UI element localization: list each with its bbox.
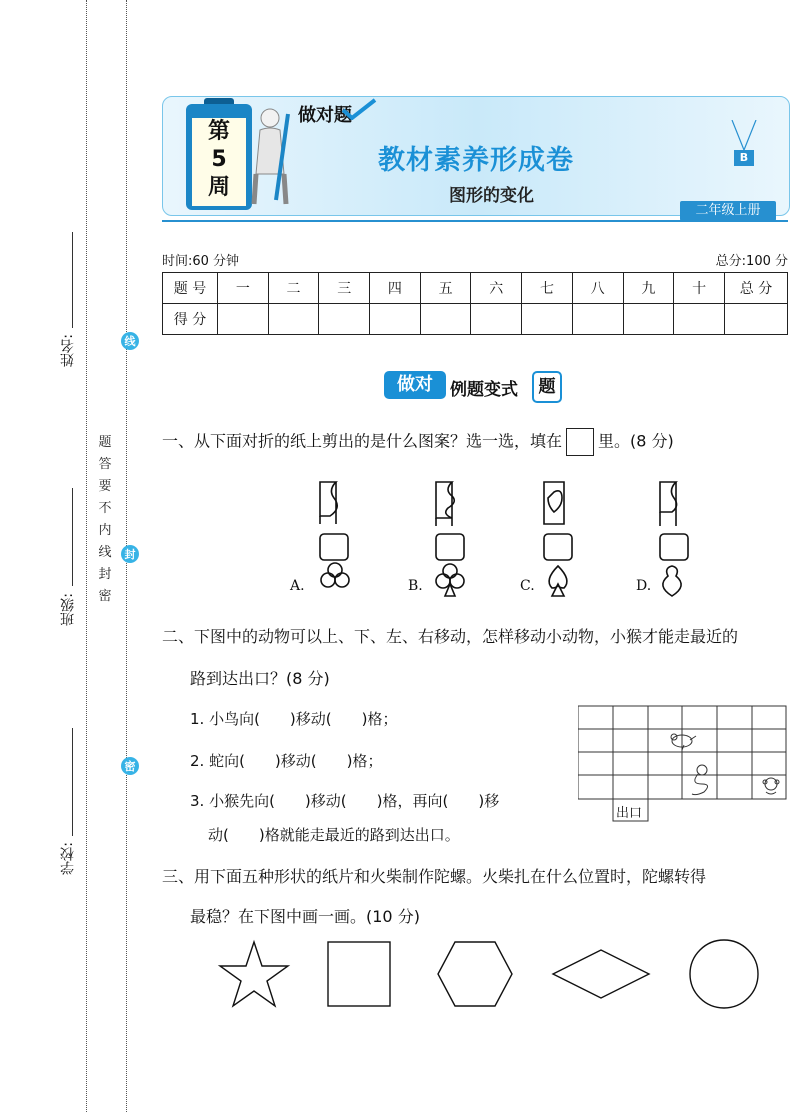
table-cell: 七 xyxy=(522,273,573,304)
question-1-score: 里。(8 分) xyxy=(598,431,674,451)
paper-subtitle: 图形的变化 xyxy=(449,186,534,206)
score-cell[interactable] xyxy=(623,304,674,335)
question-2-line1: 二、下图中的动物可以上、下、左、右移动，怎样移动小动物，小猴才能走最近的 xyxy=(162,627,739,646)
score-cell[interactable] xyxy=(319,304,370,335)
score-table-score-row xyxy=(163,304,788,335)
exit-label: 出口 xyxy=(616,806,643,821)
score-cell[interactable] xyxy=(268,304,319,335)
square-shape xyxy=(328,942,390,1006)
maze-grid xyxy=(578,704,788,824)
option-c-figure xyxy=(544,482,572,596)
hexagon-shape xyxy=(438,942,512,1006)
total-score: 总分:100 分 xyxy=(715,254,788,269)
no-answer-notice: 题 答 要 不 内 线 封 密 xyxy=(98,435,112,604)
grade-tag: 二年级上册 xyxy=(680,201,776,221)
checkmark-icon xyxy=(340,98,378,120)
table-cell: 一 xyxy=(218,273,269,304)
question-2-item-1[interactable]: 1. 小鸟向( )移动( )格； xyxy=(190,710,398,728)
section-logo-end: 题 xyxy=(532,371,562,403)
section-banner xyxy=(384,368,564,404)
score-cell[interactable] xyxy=(218,304,269,335)
table-cell: 六 xyxy=(471,273,522,304)
table-cell: 五 xyxy=(420,273,471,304)
mascot-figure-icon xyxy=(250,104,296,208)
rhombus-shape xyxy=(553,950,649,998)
circle-shape xyxy=(690,940,758,1008)
table-cell: 八 xyxy=(572,273,623,304)
score-table xyxy=(162,272,788,335)
seal-mi: 密 xyxy=(121,757,139,775)
score-cell[interactable] xyxy=(370,304,421,335)
school-label: 学校: xyxy=(60,842,76,875)
shape-cards xyxy=(210,936,770,1016)
seal-xian: 线 xyxy=(121,332,139,350)
answer-box[interactable] xyxy=(566,428,594,456)
week-badge: 第 5 周 xyxy=(192,118,246,206)
score-cell[interactable] xyxy=(725,304,788,335)
binding-dotted-line-outer xyxy=(86,0,87,1112)
section-logo-main: 做对 xyxy=(384,371,446,399)
question-2-item-3-cont[interactable]: 动( )格就能走最近的路到达出口。 xyxy=(208,826,460,844)
question-3-line1: 三、用下面五种形状的纸片和火柴制作陀螺。火柴扎在什么位置时，陀螺转得 xyxy=(162,867,707,886)
table-cell: 总 分 xyxy=(725,273,788,304)
hanging-string-icon xyxy=(728,120,760,152)
section-title: 例题变式 xyxy=(450,380,518,400)
question-1 xyxy=(162,428,674,456)
name-blank[interactable] xyxy=(72,232,73,328)
snake-icon xyxy=(692,765,708,795)
monkey-icon xyxy=(763,778,779,794)
option-b-label[interactable]: B. xyxy=(408,578,423,594)
table-cell: 三 xyxy=(319,273,370,304)
bird-icon xyxy=(671,734,696,750)
option-d-figure xyxy=(660,482,688,596)
seal-feng: 封 xyxy=(121,545,139,563)
option-b-figure xyxy=(436,482,464,596)
score-cell[interactable] xyxy=(420,304,471,335)
time-limit: 时间:60 分钟 xyxy=(162,254,240,269)
question-2-line2: 路到达出口？(8 分) xyxy=(190,669,330,688)
question-2-item-3[interactable]: 3. 小猴先向( )移动( )格，再向( )移 xyxy=(190,792,500,810)
table-cell: 四 xyxy=(370,273,421,304)
folded-paper-figures xyxy=(300,476,720,604)
option-a-figure xyxy=(320,482,349,587)
class-blank[interactable] xyxy=(72,488,73,586)
option-d-label[interactable]: D. xyxy=(636,578,652,594)
question-2-item-2[interactable]: 2. 蛇向( )移动( )格； xyxy=(190,752,383,770)
table-cell: 题 号 xyxy=(163,273,218,304)
logo-text: 做对题 xyxy=(298,105,352,126)
score-table-header-row xyxy=(163,273,788,304)
score-cell[interactable] xyxy=(522,304,573,335)
school-blank[interactable] xyxy=(72,728,73,836)
option-c-label[interactable]: C. xyxy=(520,578,535,594)
version-badge: B xyxy=(734,150,754,166)
table-cell: 得 分 xyxy=(163,304,218,335)
star-shape xyxy=(220,942,288,1006)
table-cell: 九 xyxy=(623,273,674,304)
question-3-line2: 最稳？在下图中画一画。(10 分) xyxy=(190,907,420,926)
name-label: 姓名: xyxy=(60,334,76,367)
class-label: 班级: xyxy=(60,593,76,626)
score-cell[interactable] xyxy=(674,304,725,335)
question-1-text: 一、从下面对折的纸上剪出的是什么图案？选一选，填在 xyxy=(162,431,563,451)
option-a-label[interactable]: A. xyxy=(290,578,305,594)
table-cell: 十 xyxy=(674,273,725,304)
score-cell[interactable] xyxy=(572,304,623,335)
paper-title: 教材素养形成卷 xyxy=(378,145,574,176)
score-cell[interactable] xyxy=(471,304,522,335)
table-cell: 二 xyxy=(268,273,319,304)
